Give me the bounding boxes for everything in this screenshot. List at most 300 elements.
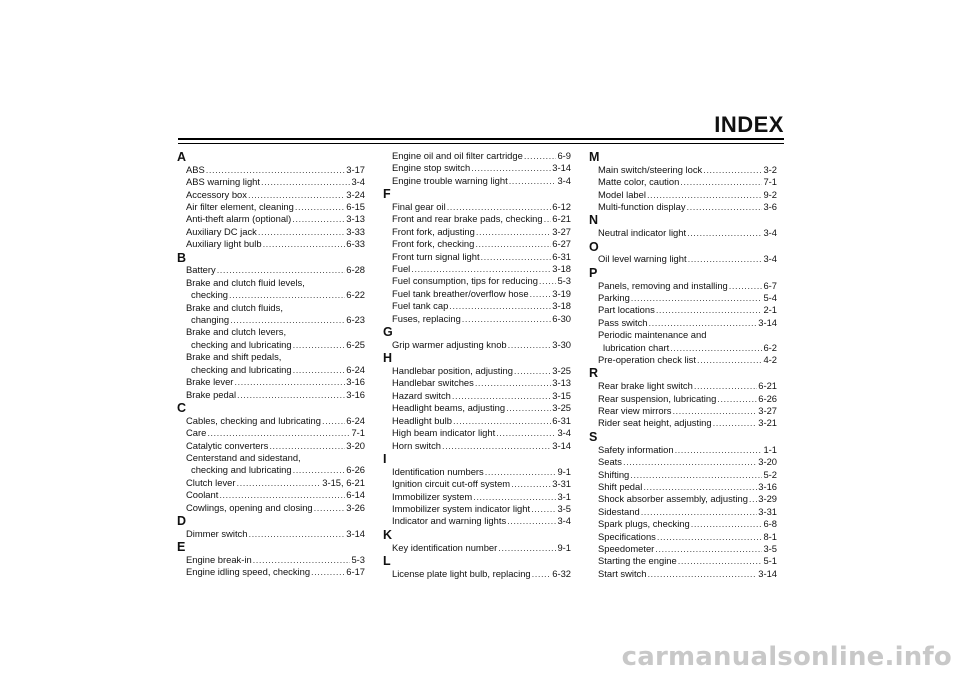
index-entry xyxy=(383,263,571,275)
entry-label: Specifications xyxy=(598,530,656,542)
dot-leader xyxy=(514,365,551,377)
index-entry xyxy=(383,415,571,427)
entry-label: Fuses, replacing xyxy=(392,312,461,324)
dot-leader xyxy=(656,304,763,316)
index-entry xyxy=(589,354,777,366)
entry-label: Dimmer switch xyxy=(186,527,248,539)
dot-leader xyxy=(263,238,346,250)
entry-page-number: 8-1 xyxy=(763,530,777,542)
entry-label: Multi-function display xyxy=(598,201,686,213)
index-column-1 xyxy=(177,150,365,579)
section-letter: D xyxy=(177,513,187,528)
dot-leader xyxy=(475,238,551,250)
entry-page-number: 3-13 xyxy=(346,213,365,225)
index-entry xyxy=(589,444,777,456)
entry-page-number: 5-2 xyxy=(763,468,777,480)
dot-leader xyxy=(641,506,758,518)
entry-page-number: 3-16 xyxy=(758,480,777,492)
entry-label: Ignition circuit cut-off system xyxy=(392,478,511,490)
dot-leader xyxy=(322,415,345,427)
index-entry-heading: Centerstand and sidestand, xyxy=(186,451,301,463)
entry-page-number: 6-17 xyxy=(346,566,365,578)
index-column-2 xyxy=(383,150,571,580)
entry-page-number: 6-27 xyxy=(552,238,571,250)
dot-leader xyxy=(647,189,762,201)
entry-page-number: 3-27 xyxy=(552,225,571,237)
entry-page-number: 3-31 xyxy=(552,478,571,490)
index-entry xyxy=(383,175,571,187)
section-letter: N xyxy=(589,213,599,228)
entry-page-number: 5-1 xyxy=(763,555,777,567)
dot-leader xyxy=(506,402,551,414)
dot-leader xyxy=(476,226,551,238)
index-entry xyxy=(383,251,571,263)
index-entry xyxy=(177,176,365,188)
dot-leader xyxy=(293,464,346,476)
index-entry xyxy=(383,515,571,527)
entry-page-number: 6-12 xyxy=(552,201,571,213)
entry-page-number: 6-2 xyxy=(763,341,777,353)
index-entry xyxy=(589,280,777,292)
index-entry xyxy=(177,464,365,476)
entry-label: Hazard switch xyxy=(392,389,451,401)
entry-label: Shock absorber assembly, adjusting xyxy=(598,493,748,505)
dot-leader xyxy=(314,502,346,514)
index-entry xyxy=(177,566,365,578)
entry-page-number: 3-1 xyxy=(557,490,571,502)
dot-leader xyxy=(678,555,763,567)
dot-leader xyxy=(269,440,345,452)
index-entry xyxy=(383,542,571,554)
dot-leader xyxy=(471,162,551,174)
entry-page-number: 3-18 xyxy=(552,263,571,275)
entry-label: Auxiliary light bulb xyxy=(186,238,262,250)
entry-page-number: 6-21 xyxy=(552,213,571,225)
index-entry xyxy=(383,491,571,503)
dot-leader xyxy=(229,289,345,301)
index-entry xyxy=(177,440,365,452)
dot-leader xyxy=(631,292,763,304)
entry-label: changing xyxy=(191,314,230,326)
dot-leader xyxy=(544,213,552,225)
entry-page-number: 3-31 xyxy=(758,505,777,517)
dot-leader xyxy=(649,317,758,329)
dot-leader xyxy=(697,354,762,366)
entry-page-number: 3-17 xyxy=(346,163,365,175)
index-entry xyxy=(177,189,365,201)
entry-page-number: 3-4 xyxy=(351,176,365,188)
dot-leader xyxy=(207,427,350,439)
index-entry xyxy=(589,164,777,176)
entry-label: Immobilizer system indicator light xyxy=(392,502,531,514)
index-entry xyxy=(383,427,571,439)
entry-label: Speedometer xyxy=(598,542,655,554)
dot-leader xyxy=(688,253,763,265)
entry-label: ABS warning light xyxy=(186,176,260,188)
entry-page-number: 5-4 xyxy=(763,292,777,304)
section-letter: B xyxy=(177,250,187,265)
entry-label: Headlight beams, adjusting xyxy=(392,402,506,414)
entry-page-number: 3-4 xyxy=(557,174,571,186)
entry-label: Panels, removing and installing xyxy=(598,279,728,291)
dot-leader xyxy=(749,493,757,505)
entry-page-number: 6-14 xyxy=(346,489,365,501)
entry-label: Matte color, caution xyxy=(598,176,680,188)
index-entry xyxy=(177,264,365,276)
entry-label: Front and rear brake pads, checking xyxy=(392,213,543,225)
entry-label: ABS xyxy=(186,163,205,175)
index-entry-heading: Periodic maintenance and xyxy=(598,329,707,341)
index-column-3 xyxy=(589,150,777,580)
dot-leader xyxy=(295,201,345,213)
section-letter: I xyxy=(383,451,387,466)
dot-leader xyxy=(475,377,551,389)
section-letter: C xyxy=(177,400,187,415)
index-entry xyxy=(589,506,777,518)
entry-label: lubrication chart xyxy=(603,341,670,353)
dot-leader xyxy=(217,264,346,276)
section-letter: M xyxy=(589,150,600,164)
index-entry xyxy=(383,300,571,312)
dot-leader xyxy=(524,150,557,162)
entry-page-number: 3-6 xyxy=(763,201,777,213)
index-entry xyxy=(383,402,571,414)
index-entry xyxy=(383,466,571,478)
entry-page-number: 3-16 xyxy=(346,376,365,388)
entry-label: Parking xyxy=(598,292,630,304)
dot-leader xyxy=(675,444,763,456)
index-entry xyxy=(383,339,571,351)
entry-label: Engine break-in xyxy=(186,553,252,565)
dot-leader xyxy=(670,342,762,354)
section-letter: E xyxy=(177,540,186,555)
index-entry xyxy=(383,150,571,162)
dot-leader xyxy=(657,531,763,543)
dot-leader xyxy=(292,213,345,225)
entry-page-number: 6-28 xyxy=(346,264,365,276)
dot-leader xyxy=(691,518,763,530)
dot-leader xyxy=(647,568,757,580)
dot-leader xyxy=(473,491,556,503)
entry-page-number: 3-5 xyxy=(557,502,571,514)
index-entry xyxy=(589,176,777,188)
dot-leader xyxy=(219,489,345,501)
entry-label: Clutch lever xyxy=(186,476,236,488)
index-entry xyxy=(177,376,365,388)
index-entry xyxy=(589,380,777,392)
dot-leader xyxy=(630,469,762,481)
dot-leader xyxy=(234,376,345,388)
entry-label: Handlebar position, adjusting xyxy=(392,365,513,377)
title-rule-thick xyxy=(178,138,784,140)
dot-leader xyxy=(643,481,757,493)
entry-page-number: 2-1 xyxy=(763,304,777,316)
entry-label: Immobilizer system xyxy=(392,490,473,502)
entry-label: Main switch/steering lock xyxy=(598,163,703,175)
index-entry xyxy=(589,189,777,201)
entry-label: Fuel tank cap xyxy=(392,300,449,312)
entry-page-number: 3-26 xyxy=(346,501,365,513)
index-entry xyxy=(177,289,365,301)
entry-page-number: 9-1 xyxy=(557,541,571,553)
index-entry xyxy=(177,226,365,238)
entry-page-number: 3-16 xyxy=(346,388,365,400)
dot-leader xyxy=(237,389,345,401)
index-entry xyxy=(383,365,571,377)
entry-page-number: 3-19 xyxy=(552,287,571,299)
index-entry xyxy=(589,481,777,493)
index-entry xyxy=(589,568,777,580)
entry-page-number: 3-24 xyxy=(346,188,365,200)
section-letter: G xyxy=(383,325,393,340)
dot-leader xyxy=(508,339,552,351)
dot-leader xyxy=(623,456,757,468)
index-entry xyxy=(177,164,365,176)
entry-label: Catalytic converters xyxy=(186,439,269,451)
entry-label: Spark plugs, checking xyxy=(598,518,690,530)
entry-label: Headlight bulb xyxy=(392,414,452,426)
dot-leader xyxy=(411,263,551,275)
section-letter: L xyxy=(383,553,391,568)
entry-label: Seats xyxy=(598,456,622,468)
dot-leader xyxy=(511,478,551,490)
index-entry xyxy=(589,201,777,213)
entry-page-number: 3-27 xyxy=(758,405,777,417)
dot-leader xyxy=(507,515,556,527)
dot-leader xyxy=(694,380,757,392)
index-entry-heading: Brake and clutch fluid levels, xyxy=(186,276,305,288)
dot-leader xyxy=(206,164,345,176)
entry-label: Auxiliary DC jack xyxy=(186,225,257,237)
dot-leader xyxy=(293,364,346,376)
index-entry xyxy=(177,364,365,376)
section-letter: P xyxy=(589,265,598,280)
entry-page-number: 3-20 xyxy=(758,456,777,468)
entry-label: Safety information xyxy=(598,443,674,455)
entry-page-number: 3-2 xyxy=(763,163,777,175)
entry-label: Indicator and warning lights xyxy=(392,515,507,527)
dot-leader xyxy=(452,390,551,402)
index-entry xyxy=(177,502,365,514)
entry-page-number: 3-20 xyxy=(346,439,365,451)
index-entry xyxy=(589,253,777,265)
entry-page-number: 3-14 xyxy=(758,316,777,328)
dot-leader xyxy=(481,251,552,263)
dot-leader xyxy=(496,427,556,439)
index-entry-heading: Brake and clutch levers, xyxy=(186,326,287,338)
index-entry xyxy=(589,531,777,543)
index-entry xyxy=(589,417,777,429)
entry-label: Sidestand xyxy=(598,505,640,517)
entry-label: Accessory box xyxy=(186,188,247,200)
index-entry xyxy=(177,238,365,250)
entry-label: Fuel xyxy=(392,263,411,275)
entry-page-number: 7-1 xyxy=(763,176,777,188)
entry-label: Model label xyxy=(598,188,646,200)
entry-page-number: 5-3 xyxy=(557,275,571,287)
index-entry xyxy=(589,227,777,239)
entry-label: Care xyxy=(186,427,207,439)
dot-leader xyxy=(672,405,757,417)
dot-leader xyxy=(447,201,552,213)
entry-label: Front turn signal light xyxy=(392,250,480,262)
entry-page-number: 6-31 xyxy=(552,250,571,262)
index-entry xyxy=(589,469,777,481)
dot-leader xyxy=(449,300,551,312)
index-entry xyxy=(589,456,777,468)
entry-label: Horn switch xyxy=(392,439,441,451)
entry-label: Fuel tank breather/overflow hose xyxy=(392,287,529,299)
index-entry xyxy=(177,389,365,401)
entry-label: Part locations xyxy=(598,304,655,316)
entry-label: Front fork, checking xyxy=(392,238,475,250)
entry-page-number: 4-2 xyxy=(763,354,777,366)
dot-leader xyxy=(729,280,763,292)
entry-label: Engine trouble warning light xyxy=(392,174,508,186)
dot-leader xyxy=(713,417,758,429)
entry-page-number: 6-21 xyxy=(758,380,777,392)
index-entry xyxy=(589,393,777,405)
entry-label: Cables, checking and lubricating xyxy=(186,414,321,426)
index-entry xyxy=(589,317,777,329)
entry-label: Rear view mirrors xyxy=(598,405,672,417)
entry-page-number: 1-1 xyxy=(763,443,777,455)
entry-label: Rear suspension, lubricating xyxy=(598,392,717,404)
index-entry xyxy=(589,543,777,555)
entry-page-number: 3-4 xyxy=(763,253,777,265)
dot-leader xyxy=(237,477,322,489)
index-entry xyxy=(177,415,365,427)
index-entry xyxy=(589,555,777,567)
entry-page-number: 3-21 xyxy=(758,417,777,429)
entry-page-number: 3-33 xyxy=(346,225,365,237)
entry-label: Neutral indicator light xyxy=(598,227,687,239)
entry-page-number: 3-13 xyxy=(552,377,571,389)
index-entry xyxy=(177,201,365,213)
entry-page-number: 9-1 xyxy=(557,465,571,477)
entry-page-number: 3-14 xyxy=(552,439,571,451)
entry-page-number: 3-5 xyxy=(763,542,777,554)
entry-page-number: 9-2 xyxy=(763,188,777,200)
entry-label: checking xyxy=(191,289,229,301)
dot-leader xyxy=(703,164,762,176)
entry-page-number: 3-4 xyxy=(763,227,777,239)
dot-leader xyxy=(530,288,552,300)
entry-label: Cowlings, opening and closing xyxy=(186,501,313,513)
entry-label: checking and lubricating xyxy=(191,464,292,476)
index-entry xyxy=(383,377,571,389)
index-entry xyxy=(383,503,571,515)
section-letter: K xyxy=(383,527,393,542)
section-letter: F xyxy=(383,187,391,202)
dot-leader xyxy=(258,226,345,238)
entry-page-number: 6-7 xyxy=(763,279,777,291)
index-entry xyxy=(383,275,571,287)
entry-page-number: 6-24 xyxy=(346,414,365,426)
title-rule-thin xyxy=(178,143,784,144)
index-entry xyxy=(589,304,777,316)
dot-leader xyxy=(311,566,345,578)
entry-page-number: 6-15 xyxy=(346,201,365,213)
entry-label: Rider seat height, adjusting xyxy=(598,417,712,429)
entry-label: Grip warmer adjusting knob xyxy=(392,338,507,350)
dot-leader xyxy=(539,275,557,287)
dot-leader xyxy=(687,201,763,213)
entry-label: Starting the engine xyxy=(598,555,677,567)
entry-label: Shift pedal xyxy=(598,480,643,492)
dot-leader xyxy=(717,393,757,405)
entry-label: checking and lubricating xyxy=(191,338,292,350)
entry-label: Air filter element, cleaning xyxy=(186,201,294,213)
dot-leader xyxy=(532,568,552,580)
index-entry xyxy=(177,477,365,489)
dot-leader xyxy=(442,440,551,452)
entry-label: Handlebar switches xyxy=(392,377,474,389)
section-letter: A xyxy=(177,150,187,164)
entry-page-number: 3-4 xyxy=(557,427,571,439)
dot-leader xyxy=(655,543,762,555)
entry-label: Front fork, adjusting xyxy=(392,225,475,237)
entry-page-number: 6-26 xyxy=(346,464,365,476)
entry-label: Engine stop switch xyxy=(392,162,471,174)
entry-label: Pre-operation check list xyxy=(598,354,696,366)
index-entry xyxy=(383,288,571,300)
entry-label: Battery xyxy=(186,264,216,276)
entry-page-number: 3-14 xyxy=(346,527,365,539)
index-entry xyxy=(589,493,777,505)
index-entry xyxy=(177,427,365,439)
entry-label: Brake lever xyxy=(186,376,234,388)
entry-page-number: 3-30 xyxy=(552,338,571,350)
entry-label: Coolant xyxy=(186,489,219,501)
entry-page-number: 6-30 xyxy=(552,312,571,324)
index-entry xyxy=(383,440,571,452)
entry-page-number: 6-32 xyxy=(552,567,571,579)
entry-page-number: 6-8 xyxy=(763,518,777,530)
index-entry xyxy=(383,213,571,225)
dot-leader xyxy=(248,189,345,201)
entry-page-number: 3-4 xyxy=(557,515,571,527)
entry-label: Anti-theft alarm (optional) xyxy=(186,213,292,225)
entry-page-number: 7-1 xyxy=(351,427,365,439)
entry-label: Start switch xyxy=(598,567,647,579)
entry-label: Pass switch xyxy=(598,316,648,328)
entry-page-number: 3-15, 6-21 xyxy=(322,476,365,488)
index-entry xyxy=(383,162,571,174)
index-entry xyxy=(383,478,571,490)
index-entry xyxy=(589,405,777,417)
entry-page-number: 6-33 xyxy=(346,238,365,250)
index-entry xyxy=(589,342,777,354)
section-letter: O xyxy=(589,239,599,254)
entry-label: Identification numbers xyxy=(392,465,484,477)
entry-page-number: 6-26 xyxy=(758,392,777,404)
entry-label: Oil level warning light xyxy=(598,253,687,265)
entry-page-number: 6-9 xyxy=(557,150,571,161)
entry-page-number: 3-15 xyxy=(552,389,571,401)
dot-leader xyxy=(248,528,345,540)
entry-label: License plate light bulb, replacing xyxy=(392,567,531,579)
dot-leader xyxy=(261,176,350,188)
entry-page-number: 6-22 xyxy=(346,289,365,301)
entry-label: Engine idling speed, checking xyxy=(186,566,311,578)
index-entry xyxy=(589,292,777,304)
index-entry-heading: Brake and clutch fluids, xyxy=(186,301,283,313)
index-entry xyxy=(177,339,365,351)
section-letter: R xyxy=(589,366,599,381)
entry-page-number: 6-25 xyxy=(346,338,365,350)
dot-leader xyxy=(485,466,557,478)
